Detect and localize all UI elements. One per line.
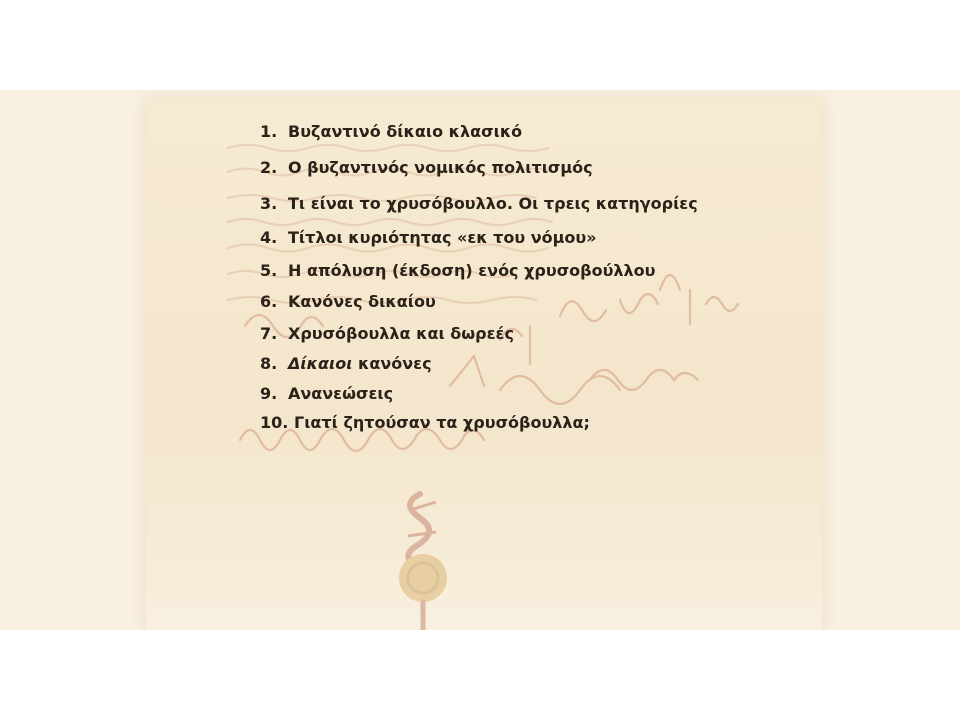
toc-item-number: 7. bbox=[260, 324, 278, 343]
toc-item-6 bbox=[260, 292, 436, 311]
toc-item-2 bbox=[260, 158, 593, 177]
toc-item-number: 6. bbox=[260, 292, 278, 311]
toc-item-text: Κανόνες δικαίου bbox=[288, 292, 436, 311]
toc-item-text: Ο βυζαντινός νομικός πολιτισμός bbox=[288, 158, 593, 177]
toc-item-10 bbox=[260, 413, 590, 432]
toc-item-text-italic: Δίκαιοι bbox=[288, 354, 353, 373]
toc-item-text: Ανανεώσεις bbox=[288, 384, 394, 403]
toc-item-number: 3. bbox=[260, 194, 278, 213]
toc-item-text: Τι είναι το χρυσόβουλλο. Οι τρεις κατηγορίες bbox=[288, 194, 698, 213]
toc-item-text: κανόνες bbox=[352, 354, 432, 373]
toc-item-number: 5. bbox=[260, 261, 278, 280]
toc-item-number: 10. bbox=[260, 413, 289, 432]
toc-item-number: 8. bbox=[260, 354, 278, 373]
toc-item-5 bbox=[260, 261, 655, 280]
toc-item-8 bbox=[260, 354, 432, 373]
toc-item-4 bbox=[260, 228, 597, 247]
toc-item-number: 2. bbox=[260, 158, 278, 177]
toc-item-text: Τίτλοι κυριότητας «εκ του νόμου» bbox=[288, 228, 597, 247]
toc-item-text: Χρυσόβουλλα και δωρεές bbox=[288, 324, 514, 343]
toc-item-text: Η απόλυση (έκδοση) ενός χρυσοβούλλου bbox=[288, 261, 656, 280]
toc-item-number: 4. bbox=[260, 228, 278, 247]
toc-item-text: Γιατί ζητούσαν τα χρυσόβουλλα; bbox=[294, 413, 590, 432]
toc-item-1 bbox=[260, 122, 522, 141]
toc-item-number: 9. bbox=[260, 384, 278, 403]
toc-item-9 bbox=[260, 384, 393, 403]
toc-item-7 bbox=[260, 324, 514, 343]
toc-item-text: Βυζαντινό δίκαιο κλασικό bbox=[288, 122, 523, 141]
toc-item-number: 1. bbox=[260, 122, 278, 141]
toc-item-3 bbox=[260, 194, 698, 213]
